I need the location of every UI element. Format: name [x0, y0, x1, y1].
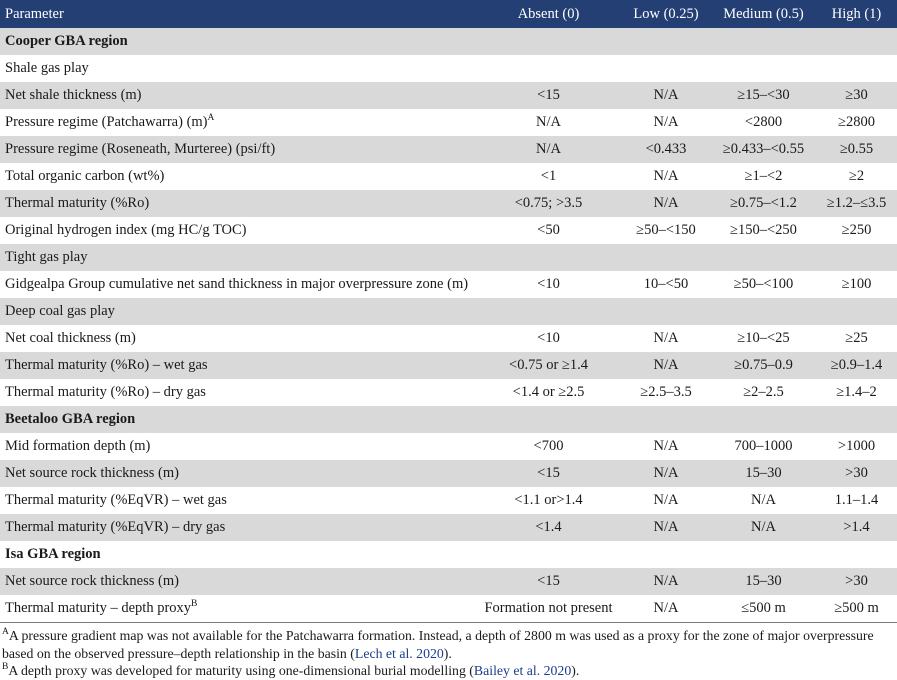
parameter-text: Thermal maturity – depth proxy — [5, 600, 192, 616]
footnote-b-marker: B — [2, 662, 9, 672]
absent-cell: <1.1 or>1.4 — [514, 492, 583, 508]
high-cell: >1000 — [837, 438, 876, 454]
medium-cell: <2800 — [744, 114, 783, 130]
region-row — [0, 541, 897, 568]
header-high: High (1) — [831, 5, 882, 22]
footnote-a-marker: A — [2, 627, 9, 637]
table-row — [0, 433, 897, 460]
region-label: Cooper GBA region — [5, 33, 128, 49]
header-low: Low (0.25) — [633, 5, 699, 22]
header-absent: Absent (0) — [517, 5, 580, 22]
absent-cell: <15 — [537, 465, 560, 481]
header-parameter: Parameter — [5, 5, 64, 22]
high-cell: ≥100 — [841, 276, 872, 292]
low-cell: ≥2.5–3.5 — [640, 384, 692, 400]
low-cell: ≥50–<150 — [636, 222, 696, 238]
medium-cell: ≤500 m — [741, 600, 786, 616]
play-label: Tight gas play — [5, 249, 88, 265]
low-cell: N/A — [653, 87, 679, 103]
table-row — [0, 109, 897, 136]
high-cell: ≥2 — [848, 168, 865, 184]
parameter-cell: Thermal maturity (%EqVR) – wet gas — [5, 492, 227, 508]
low-cell: N/A — [653, 492, 679, 508]
absent-cell: <15 — [537, 87, 560, 103]
region-label: Beetaloo GBA region — [5, 411, 136, 427]
low-cell: N/A — [653, 114, 679, 130]
footnote-marker: A — [207, 113, 215, 123]
absent-cell: <50 — [537, 222, 560, 238]
table-row — [0, 190, 897, 217]
high-cell: ≥1.4–2 — [836, 384, 877, 400]
play-row — [0, 244, 897, 271]
low-cell: N/A — [653, 519, 679, 535]
parameter-cell: Original hydrogen index (mg HC/g TOC) — [5, 222, 247, 238]
high-cell: ≥25 — [845, 330, 868, 346]
table-row — [0, 595, 897, 622]
low-cell: <0.433 — [645, 141, 687, 157]
high-cell: ≥250 — [841, 222, 872, 238]
parameter-cell: Thermal maturity (%EqVR) – dry gas — [5, 519, 226, 535]
high-cell: >30 — [845, 573, 868, 589]
header-row — [0, 0, 897, 28]
absent-cell: N/A — [536, 114, 561, 130]
low-cell: N/A — [653, 195, 679, 211]
medium-cell: N/A — [751, 492, 776, 508]
low-cell: N/A — [653, 357, 679, 373]
play-label: Shale gas play — [5, 60, 89, 76]
parameter-text: Pressure regime (Patchawarra) (m) — [5, 114, 208, 130]
medium-cell: ≥50–<100 — [733, 276, 794, 292]
region-row — [0, 406, 897, 433]
table-row — [0, 163, 897, 190]
table-row — [0, 271, 897, 298]
table-row — [0, 487, 897, 514]
table-row — [0, 568, 897, 595]
citation-link[interactable]: Bailey et al. 2020 — [473, 663, 572, 678]
medium-cell: N/A — [751, 519, 776, 535]
parameter-cell — [0, 109, 476, 136]
absent-cell: <700 — [533, 438, 564, 454]
region-label: Isa GBA region — [5, 546, 101, 562]
high-cell: >30 — [845, 465, 868, 481]
low-cell: 10–<50 — [643, 276, 689, 292]
medium-cell: ≥10–<25 — [737, 330, 790, 346]
parameter-cell — [0, 595, 476, 622]
medium-cell: 15–30 — [745, 465, 782, 481]
table-row — [0, 352, 897, 379]
table-row — [0, 379, 897, 406]
parameter-cell: Net shale thickness (m) — [5, 87, 142, 103]
medium-cell: ≥2–2.5 — [743, 384, 784, 400]
medium-cell: ≥0.75–0.9 — [734, 357, 793, 373]
parameter-cell: Net source rock thickness (m) — [5, 573, 179, 589]
high-cell: ≥2800 — [838, 114, 875, 130]
low-cell: N/A — [653, 438, 679, 454]
high-cell: 1.1–1.4 — [834, 492, 879, 508]
low-cell: N/A — [653, 465, 679, 481]
footnote-b-text: A depth proxy was developed for maturity using one-dimensional burial modelling ( — [8, 663, 474, 678]
parameter-cell: Thermal maturity (%Ro) – wet gas — [5, 357, 208, 373]
parameter-cell: Net coal thickness (m) — [5, 330, 136, 346]
low-cell: N/A — [653, 168, 679, 184]
medium-cell: ≥0.75–<1.2 — [730, 195, 797, 211]
parameter-cell: Thermal maturity (%Ro) — [5, 195, 150, 211]
table-row — [0, 136, 897, 163]
absent-cell: <1 — [540, 168, 557, 184]
high-cell: ≥30 — [845, 87, 868, 103]
citation-link[interactable]: Lech et al. 2020 — [354, 645, 444, 661]
low-cell: N/A — [653, 330, 679, 346]
table-row — [0, 325, 897, 352]
table-row — [0, 514, 897, 541]
table-row — [0, 460, 897, 487]
absent-cell: <15 — [537, 573, 560, 589]
absent-cell: <10 — [537, 330, 560, 346]
play-row — [0, 298, 897, 325]
absent-cell: <1.4 or ≥2.5 — [512, 384, 585, 400]
high-cell: ≥0.55 — [839, 141, 874, 157]
medium-cell: ≥15–<30 — [737, 87, 790, 103]
absent-cell: <1.4 — [535, 519, 562, 535]
medium-cell: 700–1000 — [734, 438, 793, 454]
absent-cell: <0.75; >3.5 — [514, 195, 583, 211]
table-footnotes — [0, 622, 897, 680]
absent-cell: <10 — [537, 276, 560, 292]
low-cell: N/A — [653, 573, 679, 589]
medium-cell: ≥1–<2 — [744, 168, 783, 184]
absent-cell: <0.75 or ≥1.4 — [509, 357, 588, 373]
footnote-b — [2, 662, 895, 680]
high-cell: ≥1.2–≤3.5 — [826, 195, 887, 211]
parameter-cell: Thermal maturity (%Ro) – dry gas — [5, 384, 206, 400]
low-cell: N/A — [653, 600, 679, 616]
footnote-b-end: ). — [571, 663, 580, 678]
footnote-marker: B — [191, 599, 198, 609]
parameter-cell: Total organic carbon (wt%) — [5, 168, 165, 184]
region-row — [0, 28, 897, 55]
absent-cell: Formation not present — [484, 600, 613, 616]
header-medium: Medium (0.5) — [723, 5, 804, 22]
play-label: Deep coal gas play — [5, 303, 115, 319]
footnote-a — [2, 627, 895, 662]
medium-cell: ≥0.433–<0.55 — [722, 141, 805, 157]
parameter-cell: Net source rock thickness (m) — [5, 465, 179, 481]
medium-cell: 15–30 — [745, 573, 782, 589]
parameter-cell: Pressure regime (Roseneath, Murteree) (psi/ft) — [5, 141, 276, 157]
medium-cell: ≥150–<250 — [730, 222, 797, 238]
footnote-a-text: A pressure gradient map was not available for the Patchawarra formation. Instead, a depth of 2800 m was used as a proxy for the zone of major overpressure based on the observed pressure–depth relationship in the basin ( — [2, 628, 874, 661]
high-cell: ≥0.9–1.4 — [830, 357, 883, 373]
table-row — [0, 82, 897, 109]
parameter-cell: Mid formation depth (m) — [5, 438, 151, 454]
footnote-a-end: ). — [443, 645, 452, 661]
play-row — [0, 55, 897, 82]
table-row — [0, 217, 897, 244]
high-cell: ≥500 m — [834, 600, 879, 616]
parameter-cell: Gidgealpa Group cumulative net sand thickness in major overpressure zone (m) — [5, 276, 469, 292]
high-cell: >1.4 — [843, 519, 870, 535]
absent-cell: N/A — [536, 141, 561, 157]
